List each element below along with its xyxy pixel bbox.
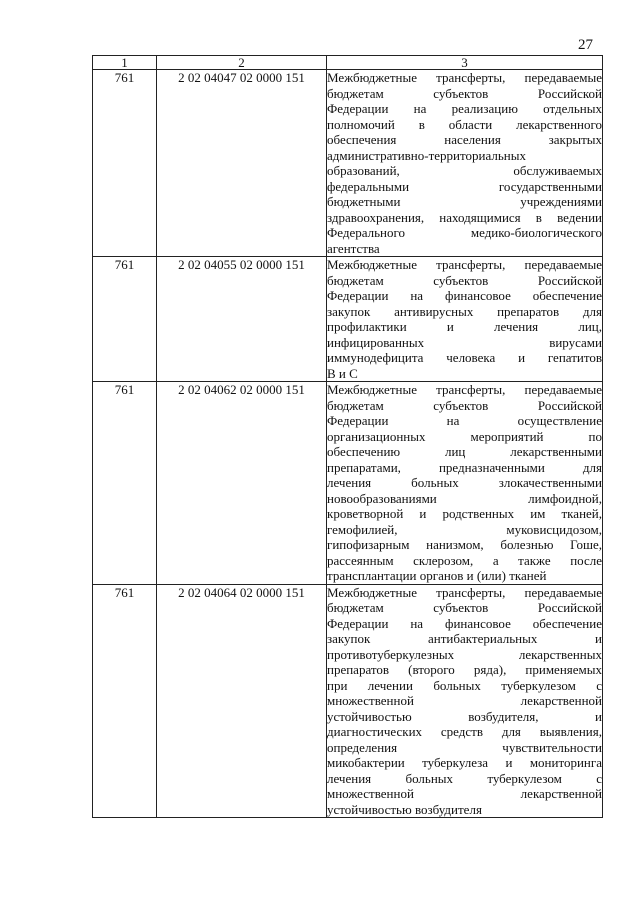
description-line: административно-территориальных <box>327 147 526 163</box>
description-line: рассеянным склерозом, а также после <box>327 552 602 568</box>
column-header-3: 3 <box>327 56 603 70</box>
budget-codes-table <box>92 55 603 818</box>
description-line: Федерации на финансовое обеспечение <box>327 288 602 303</box>
description-line: Федерации на осуществление <box>327 413 602 428</box>
description-line: определения чувствительности <box>327 739 602 755</box>
description-cell <box>327 70 603 257</box>
description-line: иммунодефицита человека и гепатитов <box>327 350 602 365</box>
description-cell <box>327 584 603 818</box>
description-line: Межбюджетные трансферты, передаваемые <box>327 70 602 85</box>
description-line: новообразованиями лимфоидной, <box>327 490 602 506</box>
table-row <box>93 257 603 382</box>
description-line: препаратами, предназначенными для <box>327 459 602 475</box>
description-line: противотуберкулезных лекарственных <box>327 646 602 662</box>
description-line: бюджетными учреждениями <box>327 194 602 209</box>
description-line: кроветворной и родственных им тканей, <box>327 506 602 521</box>
description-line: профилактики и лечения лиц, <box>327 319 602 334</box>
description-line: закупок антибактериальных и <box>327 631 602 646</box>
description-line: B и C <box>327 365 358 381</box>
description-line: множественной лекарственной <box>327 786 602 801</box>
column-header-1: 1 <box>93 56 157 70</box>
description-line: здравоохранения, находящимися в ведении <box>327 209 602 225</box>
description-line: обеспечения населения закрытых <box>327 132 602 147</box>
description-line: агентства <box>327 240 380 256</box>
table-row <box>93 382 603 585</box>
admin-code-cell: 761 <box>93 584 157 818</box>
description-line: устойчивостью возбудителя, и <box>327 708 602 724</box>
table-row <box>93 70 603 257</box>
description-line: образований, обслуживаемых <box>327 163 602 178</box>
description-line: Межбюджетные трансферты, передаваемые <box>327 584 602 600</box>
description-line: лечения больных злокачественными <box>327 475 602 490</box>
table-row <box>93 584 603 818</box>
description-cell <box>327 257 603 382</box>
description-line: лечения больных туберкулезом с <box>327 770 602 786</box>
description-line: Межбюджетные трансферты, передаваемые <box>327 382 602 397</box>
description-line: Федерального медико-биологического <box>327 225 602 240</box>
budget-classification-code-cell: 2 02 04047 02 0000 151 <box>157 70 327 257</box>
description-line: бюджетам субъектов Российской <box>327 397 602 413</box>
admin-code-cell: 761 <box>93 70 157 257</box>
description-line: препаратов (второго ряда), применяемых <box>327 662 602 677</box>
description-line: обеспечению лиц лекарственными <box>327 444 602 459</box>
description-line: устойчивостью возбудителя <box>327 801 482 817</box>
description-line: Федерации на реализацию отдельных <box>327 101 602 116</box>
budget-classification-code-cell: 2 02 04055 02 0000 151 <box>157 257 327 382</box>
description-line: Федерации на финансовое обеспечение <box>327 615 602 631</box>
description-line: бюджетам субъектов Российской <box>327 85 602 101</box>
description-line: Межбюджетные трансферты, передаваемые <box>327 257 602 272</box>
description-line: трансплантации органов и (или) тканей <box>327 568 547 583</box>
column-header-2: 2 <box>157 56 327 70</box>
description-line: федеральными государственными <box>327 178 602 194</box>
description-line: множественной лекарственной <box>327 693 602 708</box>
description-line: диагностических средств для выявления, <box>327 724 602 739</box>
description-line: микобактерии туберкулеза и мониторинга <box>327 755 602 770</box>
admin-code-cell: 761 <box>93 257 157 382</box>
description-line: гемофилией, муковисцидозом, <box>327 521 602 537</box>
admin-code-cell: 761 <box>93 382 157 585</box>
description-line: закупок антивирусных препаратов для <box>327 303 602 319</box>
description-line: бюджетам субъектов Российской <box>327 272 602 288</box>
description-line: организационных мероприятий по <box>327 428 602 444</box>
budget-classification-code-cell: 2 02 04062 02 0000 151 <box>157 382 327 585</box>
description-line: полномочий в области лекарственного <box>327 116 602 132</box>
description-cell <box>327 382 603 585</box>
description-line: бюджетам субъектов Российской <box>327 600 602 615</box>
table-header-row <box>93 56 603 70</box>
budget-classification-code-cell: 2 02 04064 02 0000 151 <box>157 584 327 818</box>
description-line: инфицированных вирусами <box>327 334 602 350</box>
description-line: при лечении больных туберкулезом с <box>327 677 602 693</box>
description-line: гипофизарным нанизмом, болезнью Гоше, <box>327 537 602 552</box>
page-number: 27 <box>578 37 593 53</box>
